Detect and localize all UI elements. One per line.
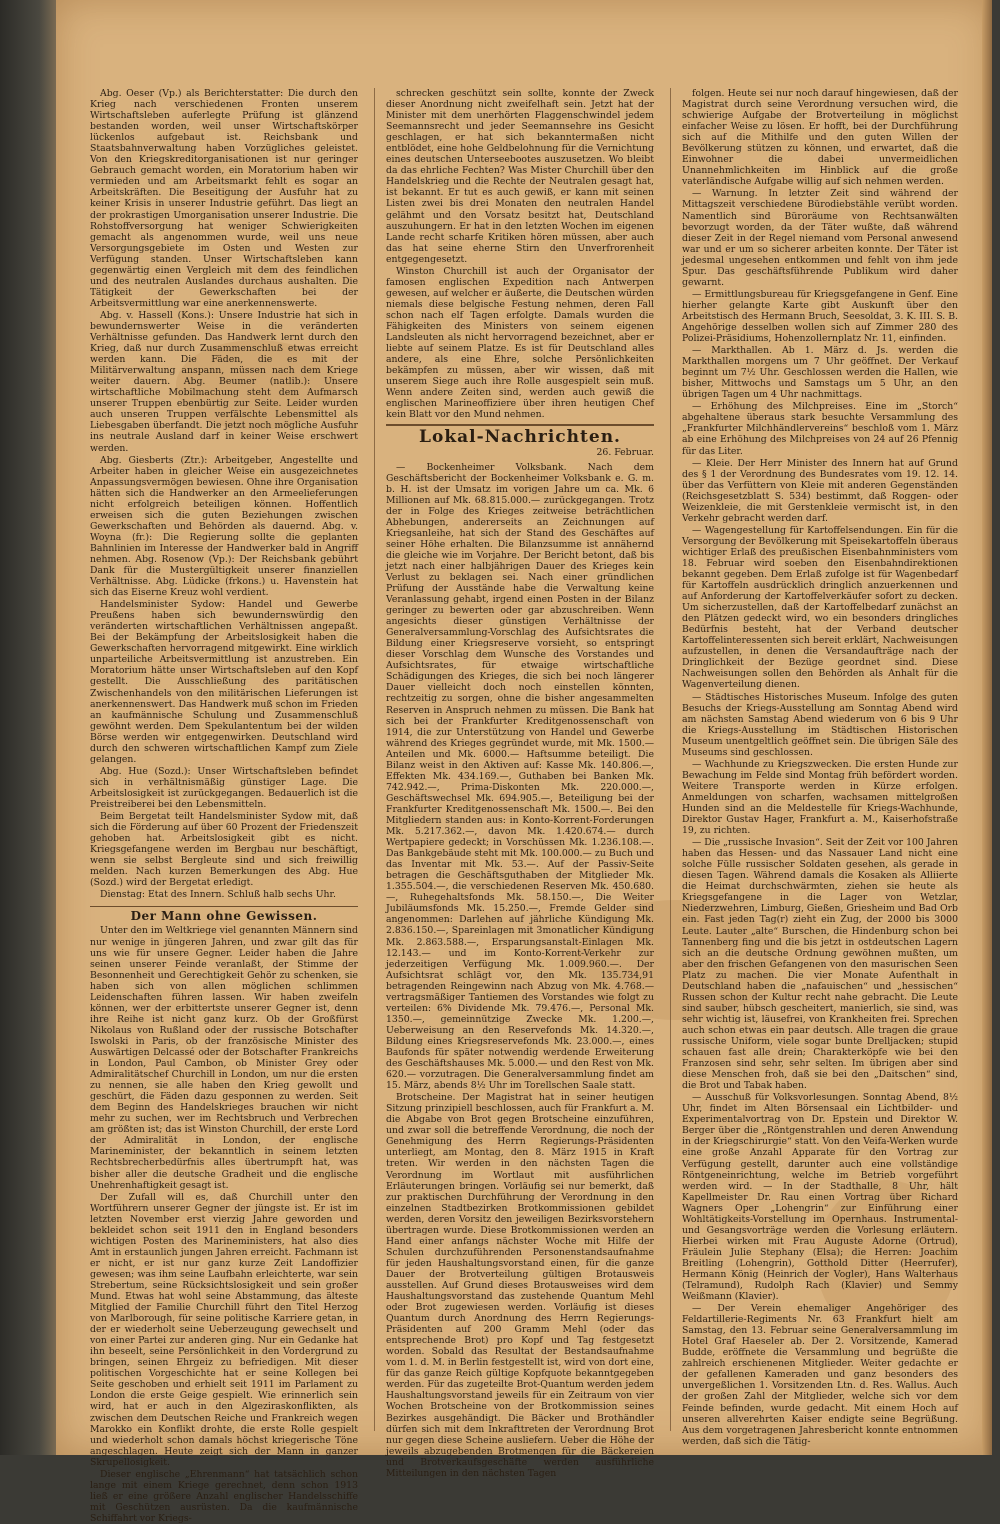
article-paragraph: — Ausschuß für Volksvorlesungen. Sonntag Abend, 8½ Uhr, findet im Alten Börsensaal ein Lichtbilder- und Experimentalvortrag von Dr. Epstein und Direktor W. Berger über die „Röntgenstrahlen und deren Anwendung in der Kriegschirurgie“ statt. Von den Veifa-Werken wurde eine große Anzahl Apparate für den Vortrag zur Verfügung gestellt, darunter auch eine vollständige Röntgeneinrichtung, welche im Betrieb vorgeführt werden wird. — In der Stadthalle, 8 Uhr, hält Kapellmeister Dr. Rau einen Vortrag über Richard Wagners Oper „Lohengrin“ zur Einführung einer Wohltätigkeits-Vorstellung im Opernhaus. Instrumental- und Gesangsvorträge werden die Vorlesung erläutern. Hierbei wirken mit Frau Auguste Adorne (Ortrud), Fräulein Julie Stephany (Elsa); die Herren: Joachim Breitling (Lohengrin), Gotthold Ditter (Heerrufer), Hermann König (Heinrich der Vogler), Hans Walterhaus (Telramund), Rudolph Rach (Klavier) und Semmy Weißmann (Klavier). — [682, 1092, 958, 1303]
article-paragraph: — Warnung. In letzter Zeit sind während der Mittagszeit verschiedene Bürodiebstähle verübt worden. Namentlich sind Büroräume von Rechtsanwälten bevorzugt worden, da der Täter wußte, daß während dieser Zeit in der Regel niemand vom Personal anwesend war und er um so sicherer arbeiten konnte. Der Täter ist jedesmal ungesehen entkommen und fehlt von ihm jede Spur. Das geschäftsführende Publikum wird daher gewarnt. — [682, 188, 958, 288]
article-paragraph: Unter den im Weltkriege viel genannten Männern sind nur wenige in jüngeren Jahren, und zwar gilt das für uns wie für unsere Gegner. Leider haben die Jahre seinen unserer Feinde veranlaßt, der Stimme der Besonnenheit und Gerechtigkeit Gehör zu schenken, sie haben sich von allen möglichen schlimmen Leidenschaften führen lassen. Wir haben zweifeln können, wer der erbittertste unserer Gegner ist, denn ihre Reihe ist nicht ganz kurz. Ob der Großfürst Nikolaus von Rußland oder der russische Botschafter Iswolski in Paris, ob der französische Minister des Auswärtigen Delcassé oder der Botschafter Frankreichs in London, Paul Cambon, ob Minister Grey oder Admiralitätschef Churchill in London, um nur die ersten zu nennen, sie alle haben den Krieg gewollt und geschürt, die Fäden dazu gesponnen zu werden. Seit dem Beginn des Handelskrieges brauchen wir nicht mehr zu suchen, wer im Rechtsbruch und Verbrechen am größten ist; das ist Winston Churchill, der erste Lord der Admiralität in London, der englische Marineminister, der bekanntlich in seinem letzten Rechtsbrecherbedürfnis alles übertrumpft hat, was bisher aller die deutsche Gradheit und die englische Unehrenhaftigkeit gesagt ist. — [90, 925, 358, 1191]
article-paragraph: Abg. Oeser (Vp.) als Berichterstatter: Die durch den Krieg nach verschiedenen Fronten unserem Wirtschaftsleben auferlegte Prüfung ist glänzend bestanden worden, weil unser Wirtschaftskörper lückenlos aufgebaut ist. Reichsbank und Staatsbahnverwaltung haben Vorzügliches geleistet. Von den Kriegskreditorganisationen ist nur geringer Gebrauch gemacht worden, ein Moratorium haben wir vermieden und am Arbeitsmarkt fehlt es sogar an Arbeitskräften. Die Beseitigung der Ausfuhr hat zu keiner Krisis in unserer Industrie geführt. Das liegt an der prokrastigen Umorganisation unserer Industrie. Die Rohstoffversorgung hat weniger Schwierigkeiten gemacht als angenommen wurde, weil uns neue Versorgungsgebiete im Osten und Westen zur Verfügung standen. Unser Wirtschaftsleben kann gegenwärtig einen Vergleich mit dem des feindlichen und des neutralen Auslandes durchaus aushalten. Die Tätigkeit der Gewerkschaften bei der Arbeitsvermittlung war eine anerkennenswerte. — [90, 88, 358, 309]
column-1 — [90, 88, 358, 1524]
article-paragraph: — Der Verein ehemaliger Angehöriger des Feldartillerie-Regiments Nr. 63 Frankfurt hielt am Samstag, den 13. Februar seine Generalversammlung im Hotel Graf Haeseler ab. Der 2. Vorsitzende, Kamerad Budde, eröffnete die Versammlung und begrüßte die zahlreich erschienenen Mitglieder. Weiter gedachte er der gefallenen Kameraden und ganz besonders des unvergeßlichen 1. Vorsitzenden Ltn. d. Res. Wallus. Auch der großen Zahl der Mitglieder, welche sich vor dem Feinde befinden, wurde gedacht. Mit einem Hoch auf unseren allverehrten Kaiser endigte seine Begrüßung. Aus dem vorgetragenen Jahresbericht konnte entnommen werden, daß sich die Tätig- — [682, 1303, 958, 1447]
article-paragraph: Handelsminister Sydow: Handel und Gewerbe Preußens haben sich bewundernswürdig den veränderten wirtschaftlichen Verhältnissen angepaßt. Bei der Bekämpfung der Arbeitslosigkeit haben die Gewerkschaften hervorragend mitgewirkt. Eine wirklich unparteiliche Arbeitsvermittlung ist anzustreben. Ein Moratorium hätte unser Wirtschaftsleben auf den Kopf gestellt. Die Ausschließung des paritätischen Zwischenhandels von den militärischen Lieferungen ist anerkennenswert. Das Handwerk muß schon im Frieden an kaufmännische Schulung und Zusammenschluß gewöhnt werden. Dem Spekulantentum bei der wilden Börse werden wir entgegenwirken. Deutschland wird durch den schweren wirtschaftlichen Kampf zum Ziele gelangen. — [90, 599, 358, 765]
article-paragraph: — Erhöhung des Milchpreises. Eine im „Storch“ abgehaltene überaus stark besuchte Versammlung des „Frankfurter Milchhändlervereins“ beschloß vom 1. März ab eine Erhöhung des Milchpreises von 24 auf 26 Pfennig für das Liter. — [682, 401, 958, 457]
section-title: Lokal-Nachrichten. — [419, 427, 621, 448]
article-paragraph: — Wagengestellung für Kartoffelsendungen. Ein für die Versorgung der Bevölkerung mit Speisekartoffeln überaus wichtiger Erlaß des preußischen Eisenbahnministers vom 18. Februar wird soeben den Eisenbahndirektionen bekannt gegeben. Dem Erlaß zufolge ist für Wagenbedarf für Kartoffeln ausdrücklich dringlich anzuerkennen und auf Anforderung der Kartoffelverkäufer sofort zu decken. Um sicherzustellen, daß der Kartoffelbedarf zunächst an den Plätzen gedeckt wird, wo ein besonders dringliches Bedürfnis besteht, hat der Verband deutscher Kartoffelinteressenten sich bereit erklärt, Nachweisungen aufzustellen, in denen die Versandaufträge nach der Dringlichkeit der Bezüge geordnet sind. Diese Nachweisungen sollen den Behörden als Anhalt für die Wagenverteilung dienen. — [682, 524, 958, 691]
article-paragraph: — Markthallen. Ab 1. März d. Js. werden die Markthallen morgens um 7 Uhr geöffnet. Der Verkauf beginnt um 7½ Uhr. Geschlossen werden die Hallen, wie bisher, Mittwochs und Samstags um 5 Uhr, an den übrigen Tagen um 4 Uhr nachmittags. — [682, 345, 958, 401]
column-rule — [374, 88, 375, 1431]
dateline: 26. Februar. — [596, 447, 654, 459]
article-paragraph: — Ermittlungsbureau für Kriegsgefangene in Genf. Eine hierher gelangte Karte gibt Auskunft über den Arbeitstisch des Hermann Bruch, Seesoldat, 3. K. III. S. B. Angehörige desselben wollen sich auf Zimmer 280 des Polizei-Präsidiums, Hohenzollernplatz Nr. 11, einfinden. — [682, 288, 958, 345]
article-heading: Der Mann ohne Gewissen. — [130, 909, 318, 924]
article-paragraph: Dieser englische „Ehrenmann“ hat tatsächlich schon lange mit einem Kriege gerechnet, denn schon 1913 ließ er eine größere Anzahl englischer Handelsschiffe mit Geschützen ausrüsten. Da die kaufmännische Schiffahrt vor Kriegs- — [90, 1468, 358, 1524]
article-paragraph: Abg. Hue (Sozd.): Unser Wirtschaftsleben befindet sich in verhältnismäßig günstiger Lage. Die Arbeitslosigkeit ist zurückgegangen. Bedauerlich ist die Preistreiberei bei den Lebensmitteln. — [90, 765, 358, 810]
column-2 — [386, 88, 654, 1479]
article-paragraph: schrecken geschützt sein sollte, konnte der Zweck dieser Anordnung nicht zweifelhaft sein. Jetzt hat der Minister mit dem unerhörten Flaggenschwindel jedem Seemannsrecht und jeder Seemannsehre ins Gesicht geschlagen, er hat sich bekanntermaßen nicht entblödet, eine hohe Geldbelohnung für die Vernichtung eines deutschen Unterseebootes auszusetzen. Wo bleibt da das ehrliche Fechten? Was Mister Churchill über den Handelskrieg und die Rechte der Neutralen gesagt hat, ist bekannt. Er tut es auch gewiß, er kann mit seinen Listen zwei bis drei Monaten den neutralen Handel gelähmt und den Vorsatz besitzt hat, Deutschland auszuhungern. Er hat in den letzten Wochen im eigenen Lande recht scharfe Kritiken hören müssen, aber auch das hat seine eherne Stirn den Unverfrorenheit entgegengesetzt. — [386, 88, 654, 265]
article-paragraph: — Bockenheimer Volksbank. Nach dem Geschäftsbericht der Bockenheimer Volksbank e. G. m. b. H. ist der Umsatz im vorigen Jahre um ca. Mk. 6 Millionen auf Mk. 68.815.000.— zurückgegangen. Trotz der in Folge des Krieges zeitweise beträchtlichen Abhebungen, andererseits an Zeichnungen auf Kriegsanleihe, hat sich der Stand des Geschäftes auf seiner Höhe erhalten. Die Bilanzsumme ist annähernd die gleiche wie im Vorjahre. Der Bericht betont, daß bis jetzt nach einer halbjährigen Dauer des Krieges kein Verlust zu beklagen sei. Nach einer gründlichen Prüfung der Ausstände habe die Verwaltung keine Veranlassung gehabt, irgend einen Posten in der Bilanz geringer zu bewerten oder gar abzuschreiben. Wenn angesichts dieser günstigen Verhältnisse der Generalversammlung-Vorschlag des Aufsichtsrates die Bildung einer Kriegsreserve vorsieht, so entspringt dieser Vorschlag dem Wunsche des Vorstandes und Aufsichtsrates, für etwaige wirtschaftliche Schädigungen des Krieges, die sich bei noch längerer Dauer vielleicht doch noch einstellen könnten, rechtzeitig zu sorgen, ohne die bisher angesammelten Reserven in Anspruch nehmen zu müssen. Die Bank hat sich bei der Frankfurter Kreditgenossenschaft von 1914, die zur Unterstützung von Handel und Gewerbe während des Krieges gegründet wurde, mit Mk. 1500.— Anteilen und Mk. 6000.— Haftsumme beteiligt. Die Bilanz weist in den Aktiven auf: Kasse Mk. 140.806.—, Effekten Mk. 434.169.—, Guthaben bei Banken Mk. 742.942.—, Prima-Diskonten Mk. 220.000.—, Geschäftswechsel Mk. 694.905.—, Beteiligung bei der Frankfurter Kreditgenossenschaft Mk. 1500.—. Bei den Mitgliedern standen aus: in Konto-Korrent-Forderungen Mk. 5.217.362.—, davon Mk. 1.420.674.— durch Wertpapiere gedeckt; in Vorschüssen Mk. 1.236.108.—. Das Bankgebäude steht mit Mk. 100.000.— zu Buch und das Inventar mit Mk. 53.—. Auf der Passiv-Seite betragen die Geschäftsguthaben der Mitglieder Mk. 1.355.504.—, die verschiedenen Reserven Mk. 450.680.—, Ruhegehaltsfonds Mk. 58.150.—, Die Weiter Jubiläumsfonds Mk. 15.250.—, Fremde Gelder sind angenommen: Darlehen auf jährliche Kündigung Mk. 2.836.150.—, Spareinlagen mit 3monatlicher Kündigung Mk. 2.863.588.—, Ersparungsanstalt-Einlagen Mk. 12.143.— und im Konto-Korrent-Verkehr zur jederzeitigen Verfügung Mk. 1.009.960.—. Der Aufsichtsrat schlägt vor, den Mk. 135.734,91 betragenden Reingewinn nach Abzug von Mk. 4.768.— vertragsmäßiger Tantiemen des Vorstandes wie folgt zu verteilen: 6% Dividende Mk. 79.476.—, Personal Mk. 1350.—, gemeinnützige Zwecke Mk. 1.200.—, Ueberweisung an den Reservefonds Mk. 14.320.—, Bildung eines Kriegsreservefonds Mk. 23.000.—, eines Baufonds für später notwendig werdende Erweiterung des Geschäftshauses Mk. 5.000.— und den Rest von Mk. 620.— vorzutragen. Die Generalversammlung findet am 15. März, abends 8½ Uhr im Torellschen Saale statt. — [386, 461, 654, 1092]
article-paragraph: — Städtisches Historisches Museum. Infolge des guten Besuchs der Kriegs-Ausstellung am Sonntag Abend wird am nächsten Samstag Abend wiederum von 6 bis 9 Uhr die Kriegs-Ausstellung im Städtischen Historischen Museum unentgeltlich geöffnet sein. Die übrigen Säle des Museums sind geschlossen. — [682, 691, 958, 758]
article-paragraph: Der Zufall will es, daß Churchill unter den Wortführern unserer Gegner der jüngste ist. Er ist im letzten November erst vierzig Jahre geworden und bekleidet schon seit 1911 den in England besonders wichtigen Posten des Marineministers, hat also dies Amt in erstaunlich jungen Jahren erreicht. Fachmann ist er nicht, er ist nur ganz kurze Zeit Landoffizier gewesen; was ihm seine Laufbahn erleichterte, war sein Strebertum, seine Rücksichtslosigkeit und sein großer Mund. Etwas hat wohl seine Abstammung, das älteste Mitglied der Familie Churchill führt den Titel Herzog von Marlborough, für seine politische Karriere getan, in der er wiederholt seine Ueberzeugung gewechselt und von einer Partei zur anderen ging. Nur ein Gedanke hat ihn beseelt, seine Persönlichkeit in den Vordergrund zu bringen, seinen Ehrgeiz zu befriedigen. Mit dieser politischen Vorgeschichte hat er seine Kollegen bei Seite geschoben und erhielt seit 1911 im Parlament zu London die erste Geige gespielt. Wie erinnerlich sein wird, hat er auch in den Algeziraskonflikten, als zwischen dem Deutschen Reiche und Frankreich wegen Marokko ein Konflikt drohte, die erste Rolle gespielt und wiederholt schon damals höchst kriegerische Töne angeschlagen. Heute zeigt sich der Mann in ganzer Skrupellosigkeit. — [90, 1191, 358, 1468]
article-paragraph: folgen. Heute sei nur noch darauf hingewiesen, daß der Magistrat durch seine Verordnung versuchen wird, die schwierige Aufgabe der Brotverteilung in möglichst einfacher Weise zu lösen. Er hofft, bei der Durchführung sich auf die Mithilfe und den guten Willen der Bevölkerung stützen zu können, und erwartet, daß die Einwohner die dabei unvermeidlichen Unannehmlichkeiten im Hinblick auf die große vaterländische Aufgabe willig auf sich nehmen werden. — [682, 88, 958, 188]
article-paragraph: Dienstag: Etat des Innern. Schluß halb sechs Uhr. — [100, 889, 336, 901]
page-edge — [982, 0, 992, 1455]
section-divider — [386, 424, 654, 426]
article-paragraph: Brotscheine. Der Magistrat hat in seiner heutigen Sitzung prinzipiell beschlossen, auch für Frankfurt a. M. die Abgabe von Brot gegen Brotscheine einzuführen, und zwar soll die betreffende Verordnung, die noch der Genehmigung des Herrn Regierungs-Präsidenten unterliegt, am Montag, den 8. März 1915 in Kraft treten. Wir werden in den nächsten Tagen die Verordnung im Wortlaut mit ausführlichen Erläuterungen bringen. Vorläufig sei nur bemerkt, daß zur praktischen Durchführung der Verordnung in den einzelnen Stadtbezirken Brotkommissionen gebildet werden, deren Vorsitz den jeweiligen Bezirksvorstehern übertragen wurde. Diese Brotkommissionen werden an Hand einer anfangs nächster Woche mit Hilfe der Schulen durchzuführenden Personenstandsaufnahme für jeden Haushaltungsvorstand einen, für die ganze Dauer der Brotverteilung gültigen Brotausweis ausstellen. Auf Grund dieses Brotausweises wird dem Haushaltungsvorstand das zustehende Quantum Mehl oder Brot zugewiesen werden. Vorläufig ist dieses Quantum durch Anordnung des Herrn Regierungs-Präsidenten auf 200 Gramm Mehl (oder das entsprechende Brot) pro Kopf und Tag festgesetzt worden. Sobald das Resultat der Bestandsaufnahme vom 1. d. M. in Berlin festgestellt ist, wird von dort eine, für das ganze Reich gültige Kopfquote bekanntgegeben werden. Für das zugeteilte Brot-Quantum werden jedem Haushaltungsvorstand jeweils für ein Zeitraum von vier Wochen Brotscheine von der Brotkommission seines Bezirkes ausgehändigt. Die Bäcker und Brothändler dürfen sich mit dem Inkrafttreten der Verordnung Brot nur gegen diese Scheine ausliefern. Ueber die Höhe der jeweils abzugebenden Brotmengen für die Bäckereien und Brotverkaufsgeschäfte werden ausführliche Mitteilungen in den nächsten Tagen — [386, 1092, 654, 1479]
column-rule — [670, 88, 671, 1431]
article-paragraph: — Kleie. Der Herr Minister des Innern hat auf Grund des § 1 der Verordnung des Bundesrates vom 19. 12. 14. über das Verfüttern von Kleie mit anderen Gegenständen (Reichsgesetzblatt S. 534) bestimmt, daß Roggen- oder Weizenkleie, die mit Gerstenkleie vermischt ist, in den Verkehr gebracht werden darf. — [682, 457, 958, 524]
article-paragraph: Winston Churchill ist auch der Organisator der famosen englischen Expedition nach Antwerpen gewesen, auf welcher er äußerte, die Deutschen würden niemals diese belgische Festung nehmen, deren Fall schon nach elf Tagen erfolgte. Damals wurden die Fähigkeiten des Ministers von seinem eigenen Landsleuten als nicht hervorragend bezeichnet, aber er liebte auf seinem Platze. Es ist für Deutschland alles andere, als eine Ehre, solche Persönlichkeiten bekämpfen zu müssen, aber wir wissen, daß mit unserem Siege auch ihre Rolle ausgespielt sein muß. Wenn andere Zeiten sind, werden auch gewiß die englischen Marineoffiziere über ihren heutigen Chef kein Blatt vor den Mund nehmen. — [386, 265, 654, 421]
article-paragraph: Beim Bergetat teilt Handelsminister Sydow mit, daß sich die Förderung auf über 60 Prozent der Friedenszeit gehoben hat. Arbeitslosigkeit gibt es nicht. Kriegsgefangene werden im Bergbau nur beschäftigt, wenn sie selbst Bergleute sind und sich freiwillig melden. Nach kurzen Bemerkungen des Abg. Hue (Sozd.) wird der Bergetat erledigt. — [90, 811, 358, 889]
article-paragraph: Abg. v. Hassell (Kons.): Unsere Industrie hat sich in bewundernswerter Weise in die veränderten Verhältnisse gefunden. Das Handwerk lernt durch den Krieg, daß nur durch Zusammenschluß etwas erreicht werden kann. Die Fäden, die es mit der Militärverwaltung anspann, müssen nach dem Kriege weiter dauern. Abg. Beumer (natlib.): Unsere wirtschaftliche Mobilmachung steht dem Aufmarsch unserer Truppen ebenbürtig zur Seite. Leider wurden auch unseren Truppen verfälschte Lebensmittel als Liebesgaben überfandt. Die jetzt noch mögliche Ausfuhr ins neutrale Ausland darf in keiner Weise erschwert werden. — [90, 309, 358, 454]
column-3 — [682, 88, 958, 1447]
newspaper-page — [56, 0, 992, 1524]
article-paragraph: Abg. Giesberts (Ztr.): Arbeitgeber, Angestellte und Arbeiter haben in gleicher Weise ein ausgezeichnetes Anpassungsvermögen bewiesen. Ohne ihre Organisation hätten sich die Handwerker an den Armeelieferungen nicht erfolgreich beteiligen können. Hoffentlich erweisen sich die guten Beziehungen zwischen Gewerkschaften und Behörden als dauernd. Abg. v. Woyna (fr.): Die Regierung sollte die geplanten Bahnlinien im Interesse der Handwerker bald in Angriff nehmen. Abg. Rosenow (Vp.): Der Reichsbank gebührt Dank für die Mustergültigkeit unserer finanziellen Verhältnisse. Abg. Lüdicke (frkons.) u. Havenstein hat sich das Eiserne Kreuz wohl verdient. — [90, 454, 358, 599]
section-divider — [90, 906, 358, 907]
article-paragraph: — Wachhunde zu Kriegszwecken. Die ersten Hunde zur Bewachung im Felde sind Montag früh befördert worden. Weitere Transporte werden in Kürze erfolgen. Anmeldungen von scharfen, wachsamen mittelgroßen Hunden sind an die Meldestelle für Kriegs-Wachhunde, Direktor Gustav Hager, Frankfurt a. M., Kaiserhofstraße 19, zu richten. — [682, 758, 958, 837]
article-paragraph: — Die „russische Invasion“. Seit der Zeit vor 100 Jahren haben das Hessen- und das Nassauer Land nicht eine solche Fülle russischer Soldaten gesehen, als gerade in diesen Tagen. Während damals die Kosaken als Alliierte die Heimat durchschwärmten, ziehen sie heute als Kriegsgefangene in die Lager von Wetzlar, Niederzwehren, Limburg, Gießen, Griesheim und Bad Orb ein. Fast jeden Tag(r) zieht ein Zug, der 2000 bis 3000 Leute. Lauter „alte“ Burschen, die Hindenburg schon bei Tannenberg fing und die bis jetzt in ostdeutschen Lagern sich an die deutsche Ordnung gewöhnen mußten, um aber den frischen Gefangenen von den masurischen Seen Platz zu machen. Die vier Monate Aufenthalt in Deutschland haben die „nafauischen“ und „hessischen“ Russen schon der Kultur recht nahe gebracht. Die Leute sind sauber, hübsch gescheitert, manierlich, sie sind, was sehr wichtig ist, läusefrei, von Krankheiten frei. Sprechen auch schon etwas ein paar deutsch. Alle tragen die graue russische Uniform, viele sogar bunte Drelljacken; stupid schauen fast alle drein; Charakterköpfe wie bei den Franzosen sind sehr, sehr selten. Im übrigen aber sind diese Menschen froh, daß sie bei den „Daitschen“ sind, die Brot und Tabak haben. — [682, 837, 958, 1092]
page-binding-shadow — [0, 0, 56, 1455]
